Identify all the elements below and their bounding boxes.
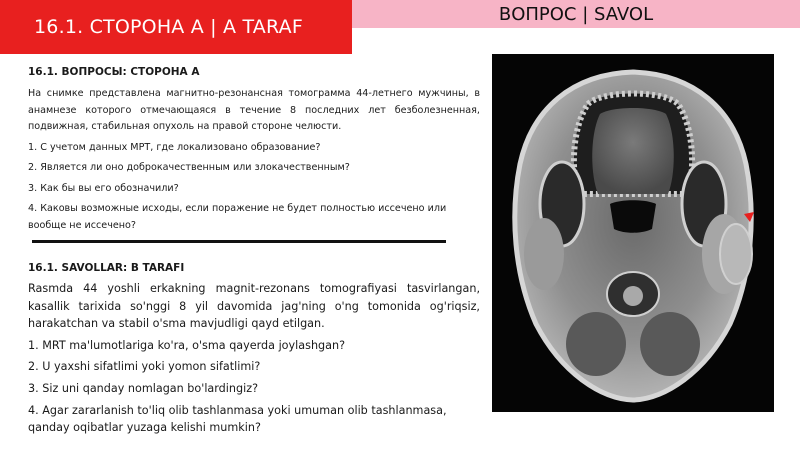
section-b-question: 3. Siz uni qanday nomlagan bo'lardingiz? <box>28 381 259 395</box>
section-a-intro: На снимке представлена магнитно-резонансная томограмма 44-летнего мужчины, в анамнезе которого отмечающаяся в течение 8 последних лет безболезненная, подвижная, стабильная опухоль на правой стороне челюсти. <box>28 88 480 132</box>
section-b-heading: 16.1. SAVOLLAR: B TARAFI <box>28 262 185 274</box>
section-label: ВОПРОС | SAVOL <box>498 4 654 25</box>
section-b-question: 4. Agar zararlanish to'liq olib tashlanmasa yoki umuman olib tashlanmasa, qanday oqibatlar yuzaga kelishi mumkin? <box>28 403 447 435</box>
section-a-question: 3. Как бы вы его обозначили? <box>28 182 179 194</box>
section-a <box>28 66 480 234</box>
section-b-question: 2. U yaxshi sifatlimi yoki yomon sifatlimi? <box>28 360 261 374</box>
section-b <box>28 262 480 437</box>
section-b-intro: Rasmda 44 yoshli erkakning magnit-rezonans tomografiyasi tasvirlangan, kasallik tarixida so'nggi 8 yil davomida jag'ning o'ng tomonida og'riqsiz, harakatchan va stabil o'sma mavjudligi qayd etilgan. <box>28 282 480 331</box>
section-a-heading: 16.1. ВОПРОСЫ: СТОРОНА А <box>28 66 200 78</box>
section-a-question: 1. С учетом данных МРТ, где локализовано образование? <box>28 141 321 153</box>
page-title: 16.1. СТОРОНА А | A TARAF <box>0 0 352 54</box>
section-a-question: 4. Каковы возможные исходы, если поражение не будет полностью иссечено или вообще не иссечено? <box>28 203 447 231</box>
section-a-question: 2. Является ли оно доброкачественным или злокачественным? <box>28 162 350 173</box>
mri-scan-image <box>492 54 774 412</box>
section-b-question: 1. MRT ma'lumotlariga ko'ra, o'sma qayerda joylashgan? <box>28 338 346 352</box>
section-divider <box>32 240 446 243</box>
